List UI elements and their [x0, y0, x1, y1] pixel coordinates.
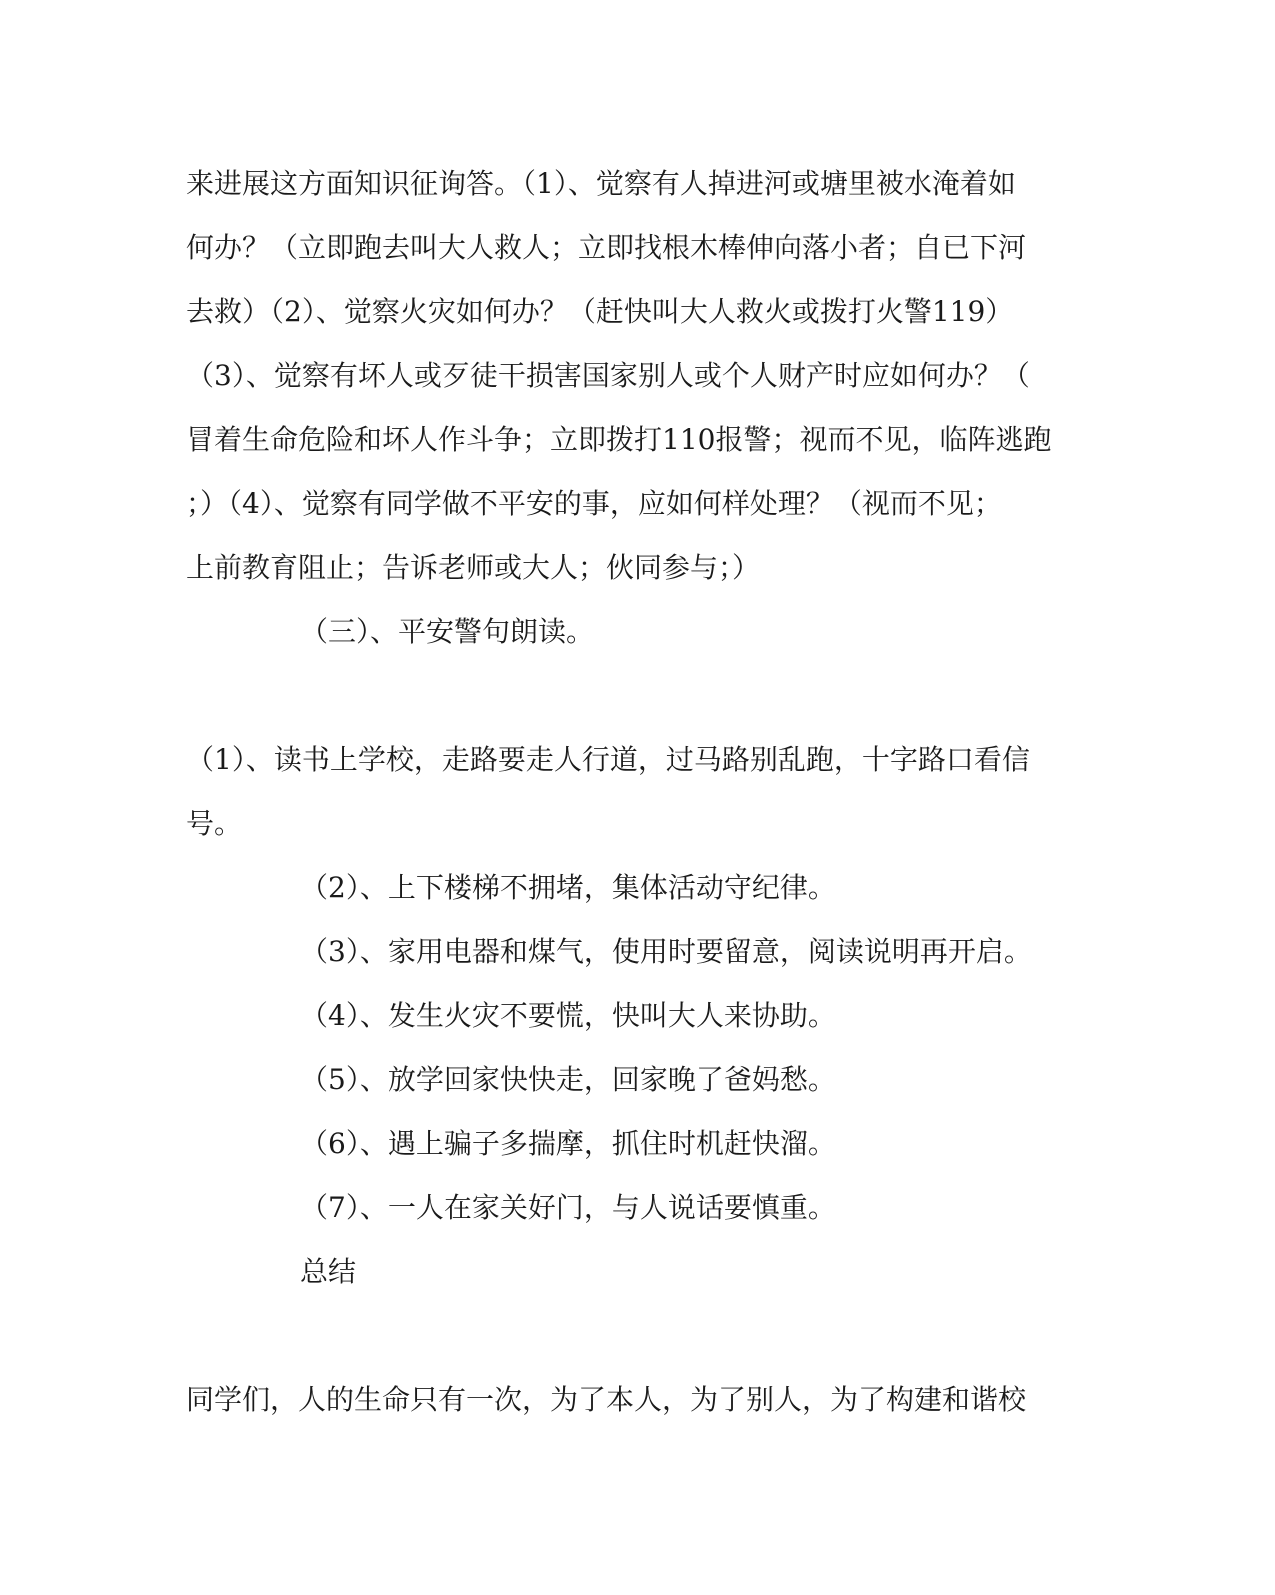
slogan-item: （2）、上下楼梯不拥堵，集体活动守纪律。 — [300, 871, 836, 904]
slogan-item: （4）、发生火灾不要慌，快叫大人来协助。 — [300, 999, 836, 1032]
slogan-line: （1）、读书上学校，走路要走人行道，过马路别乱跑，十字路口看信 — [186, 743, 1030, 776]
paragraph-line: ；）（4）、觉察有同学做不平安的事，应如何样处理？（视而不见； — [186, 487, 1002, 520]
paragraph-line: 来进展这方面知识征询答。（1）、觉察有人掉进河或塘里被水淹着如 — [186, 167, 1016, 200]
summary-heading: 总结 — [300, 1255, 357, 1288]
slogan-line: 号。 — [186, 807, 243, 840]
slogan-item: （3）、家用电器和煤气，使用时要留意，阅读说明再开启。 — [300, 935, 1032, 968]
slogan-item: （6）、遇上骗子多揣摩，抓住时机赶快溜。 — [300, 1127, 836, 1160]
section-heading: （三）、平安警句朗读。 — [300, 615, 595, 648]
paragraph-line: 上前教育阻止；告诉老师或大人；伙同参与；） — [186, 551, 761, 584]
paragraph-line: 去救）（2）、觉察火灾如何办？（赶快叫大人救火或拨打火警119） — [186, 295, 1014, 328]
paragraph-line: 冒着生命危险和坏人作斗争；立即拨打110报警；视而不见，临阵逃跑 — [186, 423, 1052, 456]
slogan-item: （5）、放学回家快快走，回家晚了爸妈愁。 — [300, 1063, 836, 1096]
paragraph-line: 何办？（立即跑去叫大人救人；立即找根木棒伸向落小者；自已下河 — [186, 231, 1027, 264]
paragraph-line: （3）、觉察有坏人或歹徒干损害国家别人或个人财产时应如何办？（ — [186, 359, 1030, 392]
closing-line: 同学们，人的生命只有一次，为了本人，为了别人，为了构建和谐校 — [186, 1383, 1027, 1416]
slogan-item: （7）、一人在家关好门，与人说话要慎重。 — [300, 1191, 836, 1224]
